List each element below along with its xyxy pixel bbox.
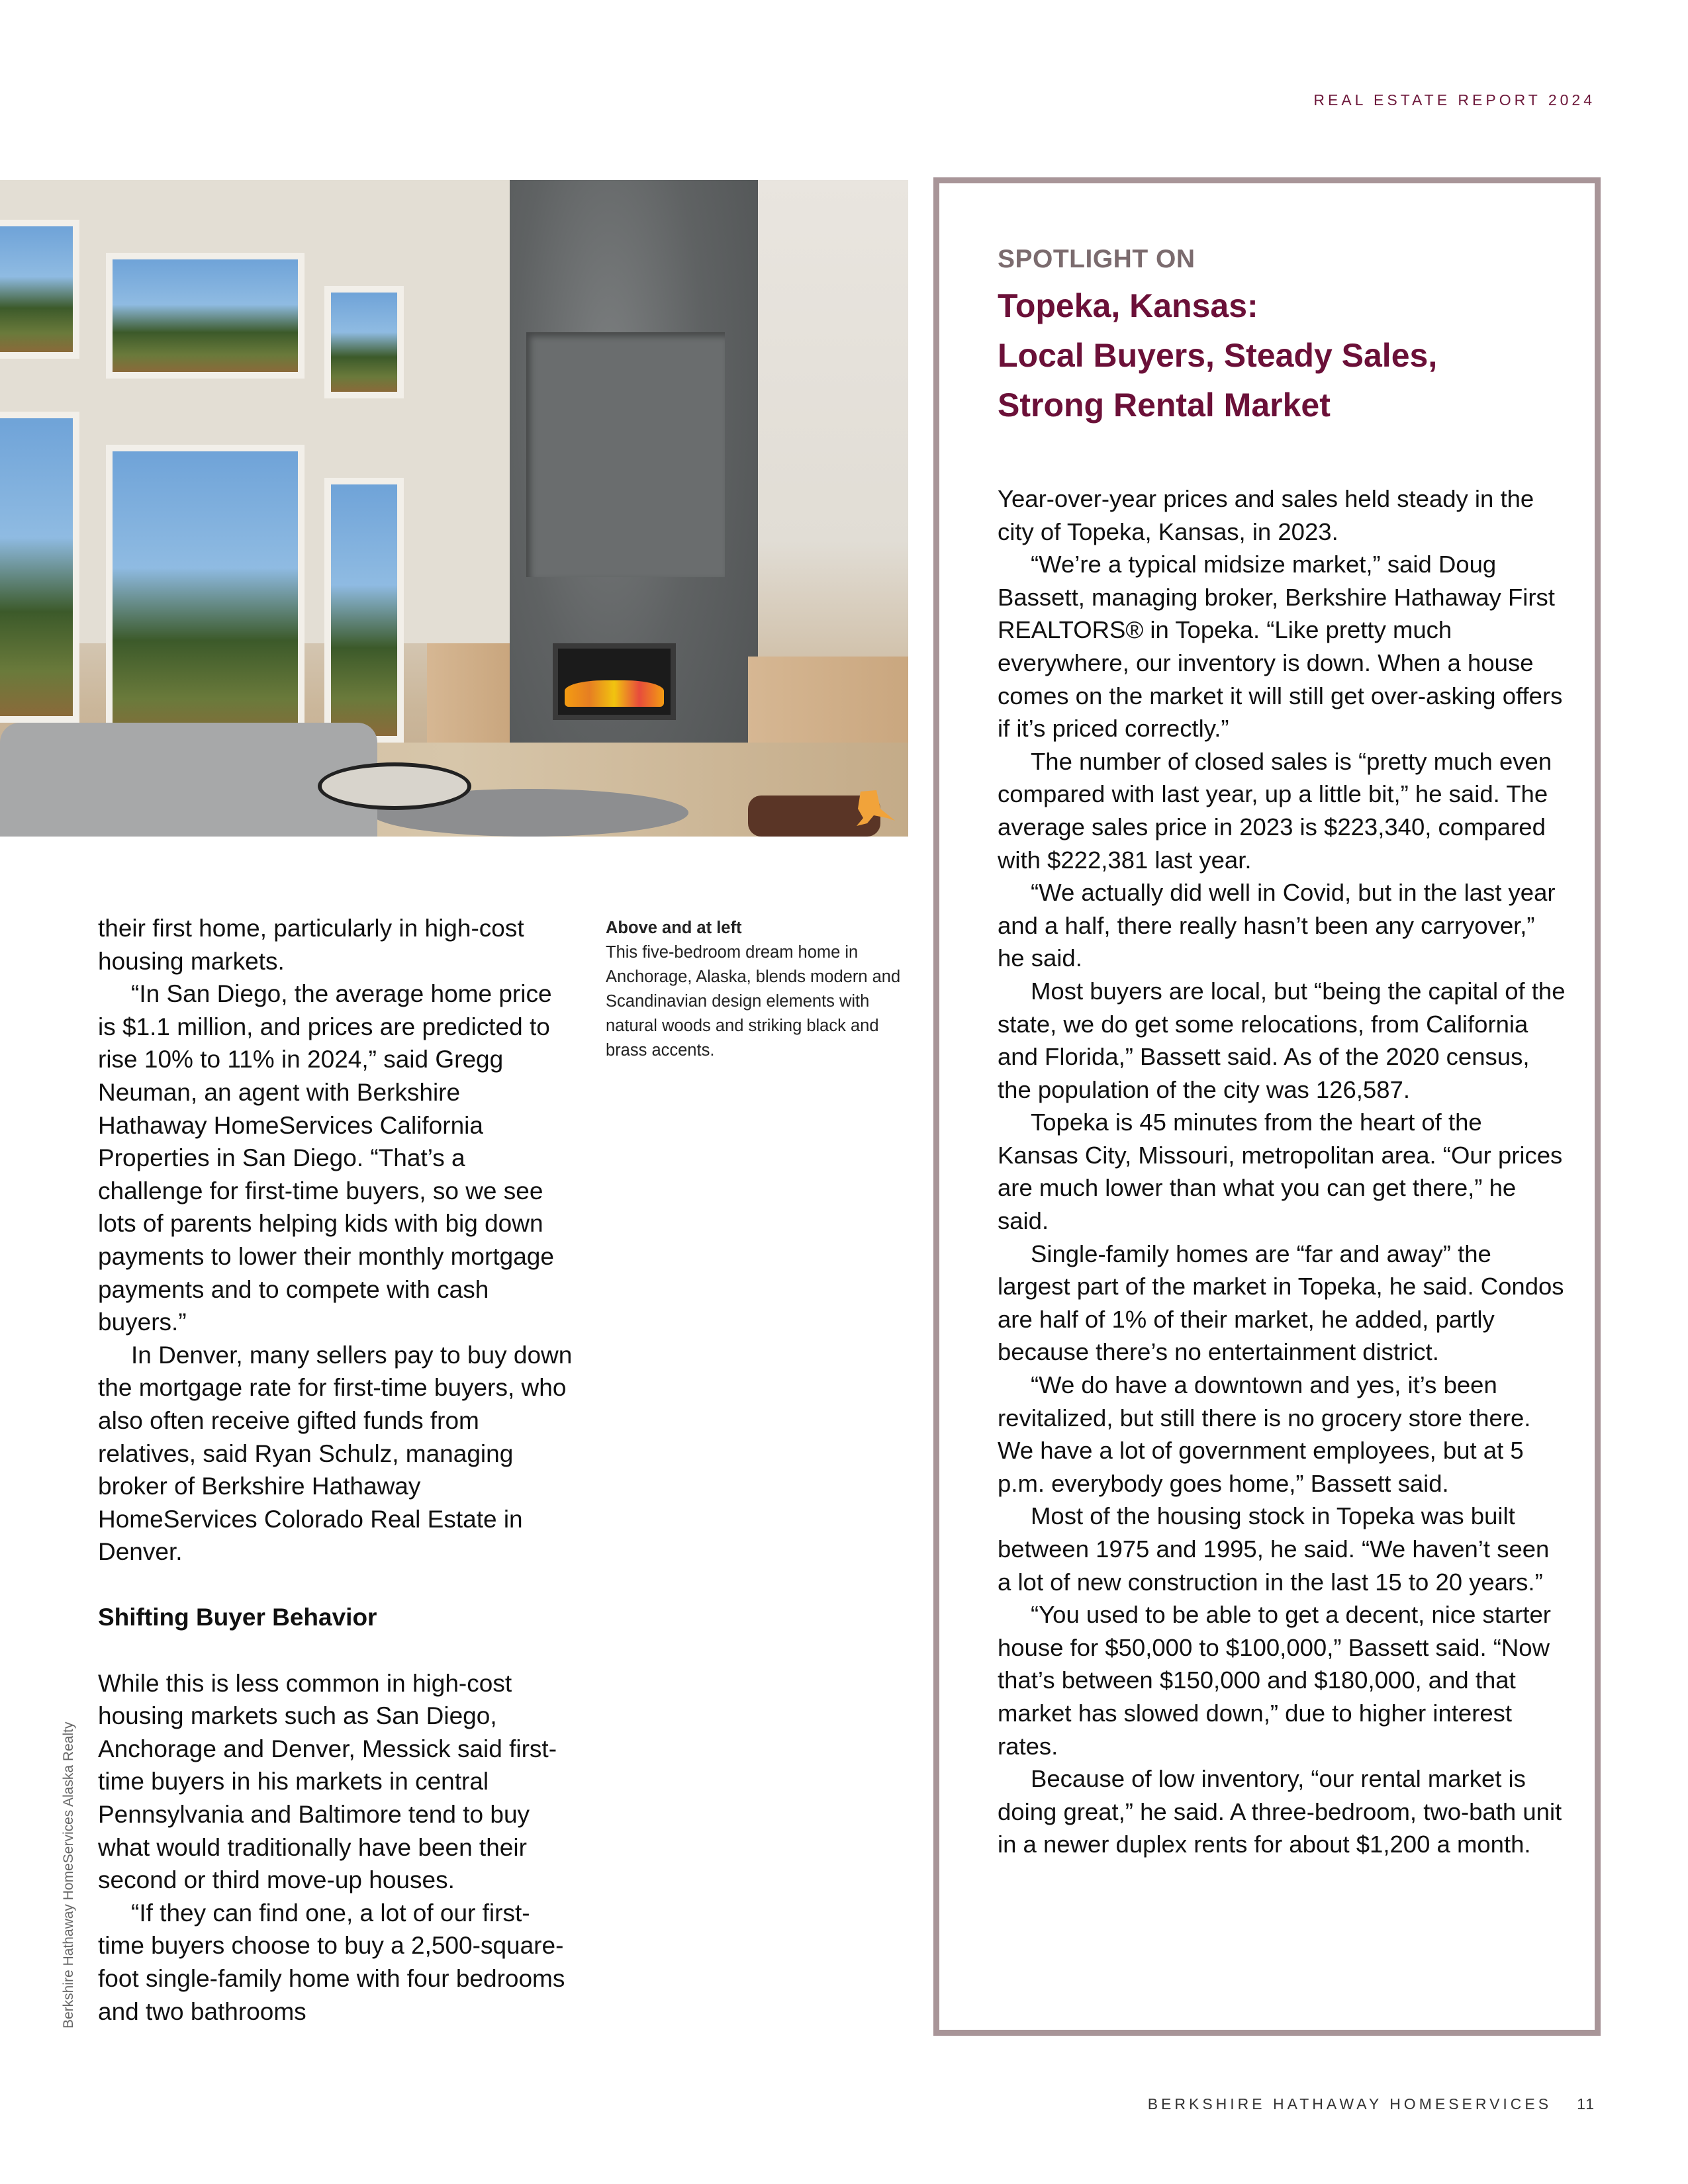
paragraph: In Denver, many sellers pay to buy down the mortgage rate for first-time buyers, who also often receive gifted funds from relatives, said Ryan Schulz, managing broker of Berkshire Hathaway HomeServices Colorado Real Estate in Denver.: [98, 1341, 573, 1566]
paragraph: Most buyers are local, but “being the capital of the state, we do get some relocations, from California and Florida,” Bassett said. As of the 2020 census, the population of the city was 126,587.: [998, 977, 1566, 1103]
paragraph: Most of the housing stock in Topeka was built between 1975 and 1995, he said. “We haven’t seen a lot of new construction in the last 15 to 20 years.”: [998, 1502, 1550, 1596]
paragraph: “You used to be able to get a decent, nice starter house for $50,000 to $100,000,” Bassett said. “Now that’s between $150,000 and $180,000, and that market has slowed down,” due to higher interest rates.: [998, 1601, 1551, 1760]
fireplace-flame: [553, 643, 676, 720]
running-head: REAL ESTATE REPORT 2024: [1313, 91, 1595, 109]
photo-caption: [606, 916, 917, 1063]
paragraph: The number of closed sales is “pretty much even compared with last year, up a little bit,” he said. The average sales price in 2023 is $223,340, compared with $222,381 last year.: [998, 747, 1552, 874]
footer-publisher: BERKSHIRE HATHAWAY HOMESERVICES: [1147, 2095, 1552, 2113]
photo-window: [106, 253, 305, 379]
paragraph: Year-over-year prices and sales held steady in the city of Topeka, Kansas, in 2023.: [998, 485, 1534, 545]
paragraph: “We do have a downtown and yes, it’s been revitalized, but still there is no grocery store there. We have a lot of government employees, but at 5 p.m. everybody goes home,” Bassett said.: [998, 1371, 1531, 1497]
paragraph: Topeka is 45 minutes from the heart of the Kansas City, Missouri, metropolitan area. “Our prices are much lower than what you can get there,” he said.: [998, 1109, 1563, 1235]
spotlight-title: [998, 281, 1567, 430]
photo-cabinet: [427, 643, 510, 743]
photo-window: [0, 412, 79, 723]
caption-text: This five-bedroom dream home in Anchorage, Alaska, blends modern and Scandinavian design elements with natural woods and striking black and brass accents.: [606, 943, 901, 1060]
paragraph: their first home, particularly in high-cost housing markets.: [98, 915, 524, 975]
section-subhead: Shifting Buyer Behavior: [98, 1604, 377, 1631]
photo-window: [0, 220, 79, 359]
page-number: 11: [1577, 2095, 1595, 2113]
title-line: Strong Rental Market: [998, 387, 1331, 424]
photo-window: [324, 286, 404, 398]
title-line: Local Buyers, Steady Sales,: [998, 337, 1438, 374]
photo-window: [106, 445, 305, 749]
paragraph: “In San Diego, the average home price is $1.1 million, and prices are predicted to rise 10% to 11% in 2024,” said Gregg Neuman, an agent with Berkshire Hathaway HomeServices California Properties in San Diego. “That’s a challenge for first-time buyers, so we see lots of parents helping kids with big down payments to lower their monthly mortgage payments and to compete with cash buyers.”: [98, 980, 554, 1336]
caption-title: Above and at left: [606, 919, 742, 937]
paragraph: “We’re a typical midsize market,” said Doug Bassett, managing broker, Berkshire Hathaway First REALTORS® in Topeka. “Like pretty much everywhere, our inventory is down. When a house comes on the market it will still get over-asking offers if it’s priced correctly.”: [998, 551, 1563, 743]
paragraph: Because of low inventory, “our rental market is doing great,” he said. A three-bedroom, two-bath unit in a newer duplex rents for about $1,200 a month.: [998, 1765, 1562, 1858]
photo-coffee-table: [318, 762, 471, 810]
paragraph: Single-family homes are “far and away” the largest part of the market in Topeka, he said. Condos are half of 1% of their market, he added, partly because there’s no entertainment district.: [998, 1240, 1564, 1366]
paragraph: “We actually did well in Covid, but in the last year and a half, there really hasn’t been any carryover,” he said.: [998, 879, 1556, 972]
photo-window: [324, 478, 404, 743]
paragraph: While this is less common in high-cost housing markets such as San Diego, Anchorage and Denver, Messick said first-time buyers in his markets in central Pennsylvania and Baltimore tend to buy what would traditionally have been their second or third move-up houses.: [98, 1669, 557, 1894]
page-footer: [1148, 2095, 1595, 2113]
photo-niche: [526, 332, 725, 577]
title-line: Topeka, Kansas:: [998, 287, 1258, 324]
spotlight-body: [998, 482, 1567, 1861]
paragraph: “If they can find one, a lot of our first-time buyers choose to buy a 2,500-square-foot single-family home with four bedrooms and two bathrooms: [98, 1899, 565, 2025]
alaska-logo-icon: [854, 789, 902, 829]
living-room-photo: [0, 180, 908, 837]
photo-credit: Berkshire Hathaway HomeServices Alaska Realty: [61, 1721, 76, 2028]
article-left-column: [98, 912, 575, 2028]
spotlight-kicker: SPOTLIGHT ON: [998, 245, 1196, 273]
spotlight-box: [933, 177, 1601, 2036]
